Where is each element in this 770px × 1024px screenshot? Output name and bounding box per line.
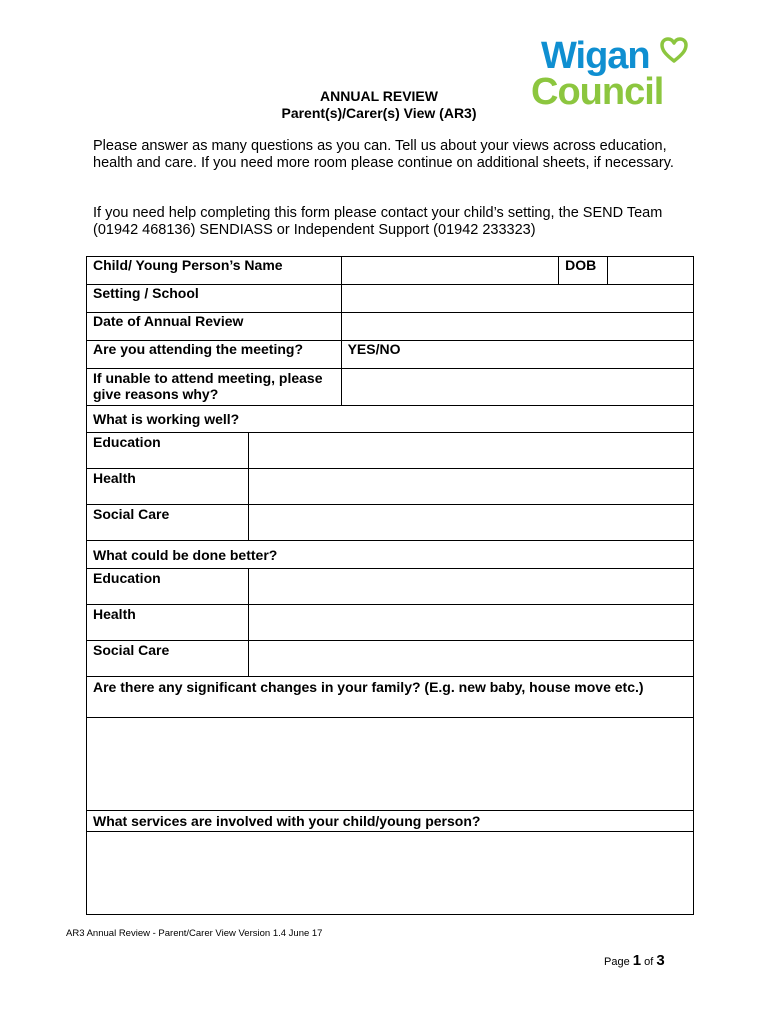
done-better-social-care-label: Social Care xyxy=(87,641,249,677)
working-well-health-field[interactable] xyxy=(248,469,693,505)
heart-icon xyxy=(659,36,689,64)
name-field[interactable] xyxy=(341,257,559,285)
review-form-table xyxy=(86,256,694,915)
setting-label: Setting / School xyxy=(87,285,342,313)
done-better-health-label: Health xyxy=(87,605,249,641)
logo-line2: Council xyxy=(531,71,664,113)
page-number xyxy=(604,952,665,969)
doc-title: ANNUAL REVIEW xyxy=(320,88,438,104)
setting-field[interactable] xyxy=(341,285,693,313)
done-better-education-field[interactable] xyxy=(248,569,693,605)
working-well-heading: What is working well? xyxy=(87,406,694,433)
attending-field[interactable]: YES/NO xyxy=(341,341,693,369)
working-well-social-care-label: Social Care xyxy=(87,505,249,541)
working-well-education-field[interactable] xyxy=(248,433,693,469)
page-current: 1 xyxy=(632,952,642,969)
review-date-field[interactable] xyxy=(341,313,693,341)
services-field[interactable] xyxy=(87,832,694,915)
unable-label: If unable to attend meeting, please give reasons why? xyxy=(87,369,342,406)
services-label: What services are involved with your child/young person? xyxy=(87,811,694,832)
family-changes-label: Are there any significant changes in your family? (E.g. new baby, house move etc.) xyxy=(87,677,694,718)
working-well-health-label: Health xyxy=(87,469,249,505)
working-well-social-care-field[interactable] xyxy=(248,505,693,541)
unable-reasons-field[interactable] xyxy=(341,369,693,406)
done-better-health-field[interactable] xyxy=(248,605,693,641)
working-well-education-label: Education xyxy=(87,433,249,469)
logo-line1: Wigan xyxy=(541,35,650,77)
dob-label: DOB xyxy=(559,257,608,285)
done-better-heading: What could be done better? xyxy=(87,541,694,569)
footer-version: AR3 Annual Review - Parent/Carer View Version 1.4 June 17 xyxy=(66,928,323,939)
attending-label: Are you attending the meeting? xyxy=(87,341,342,369)
dob-field[interactable] xyxy=(608,257,694,285)
family-changes-field[interactable] xyxy=(87,718,694,811)
page-word: Page xyxy=(604,956,630,968)
of-word: of xyxy=(644,956,654,968)
intro-paragraph-2: If you need help completing this form please contact your child’s setting, the SEND Team (01942 468136) SENDIASS or Independent Support (01942 233323) xyxy=(93,205,663,238)
intro-paragraph-1: Please answer as many questions as you can. Tell us about your views across education, health and care. If you need more room please continue on additional sheets, if necessary. xyxy=(93,138,674,171)
done-better-social-care-field[interactable] xyxy=(248,641,693,677)
done-better-education-label: Education xyxy=(87,569,249,605)
page-total: 3 xyxy=(656,952,665,969)
name-label: Child/ Young Person’s Name xyxy=(87,257,342,285)
doc-subtitle: Parent(s)/Carer(s) View (AR3) xyxy=(281,105,477,121)
review-date-label: Date of Annual Review xyxy=(87,313,342,341)
